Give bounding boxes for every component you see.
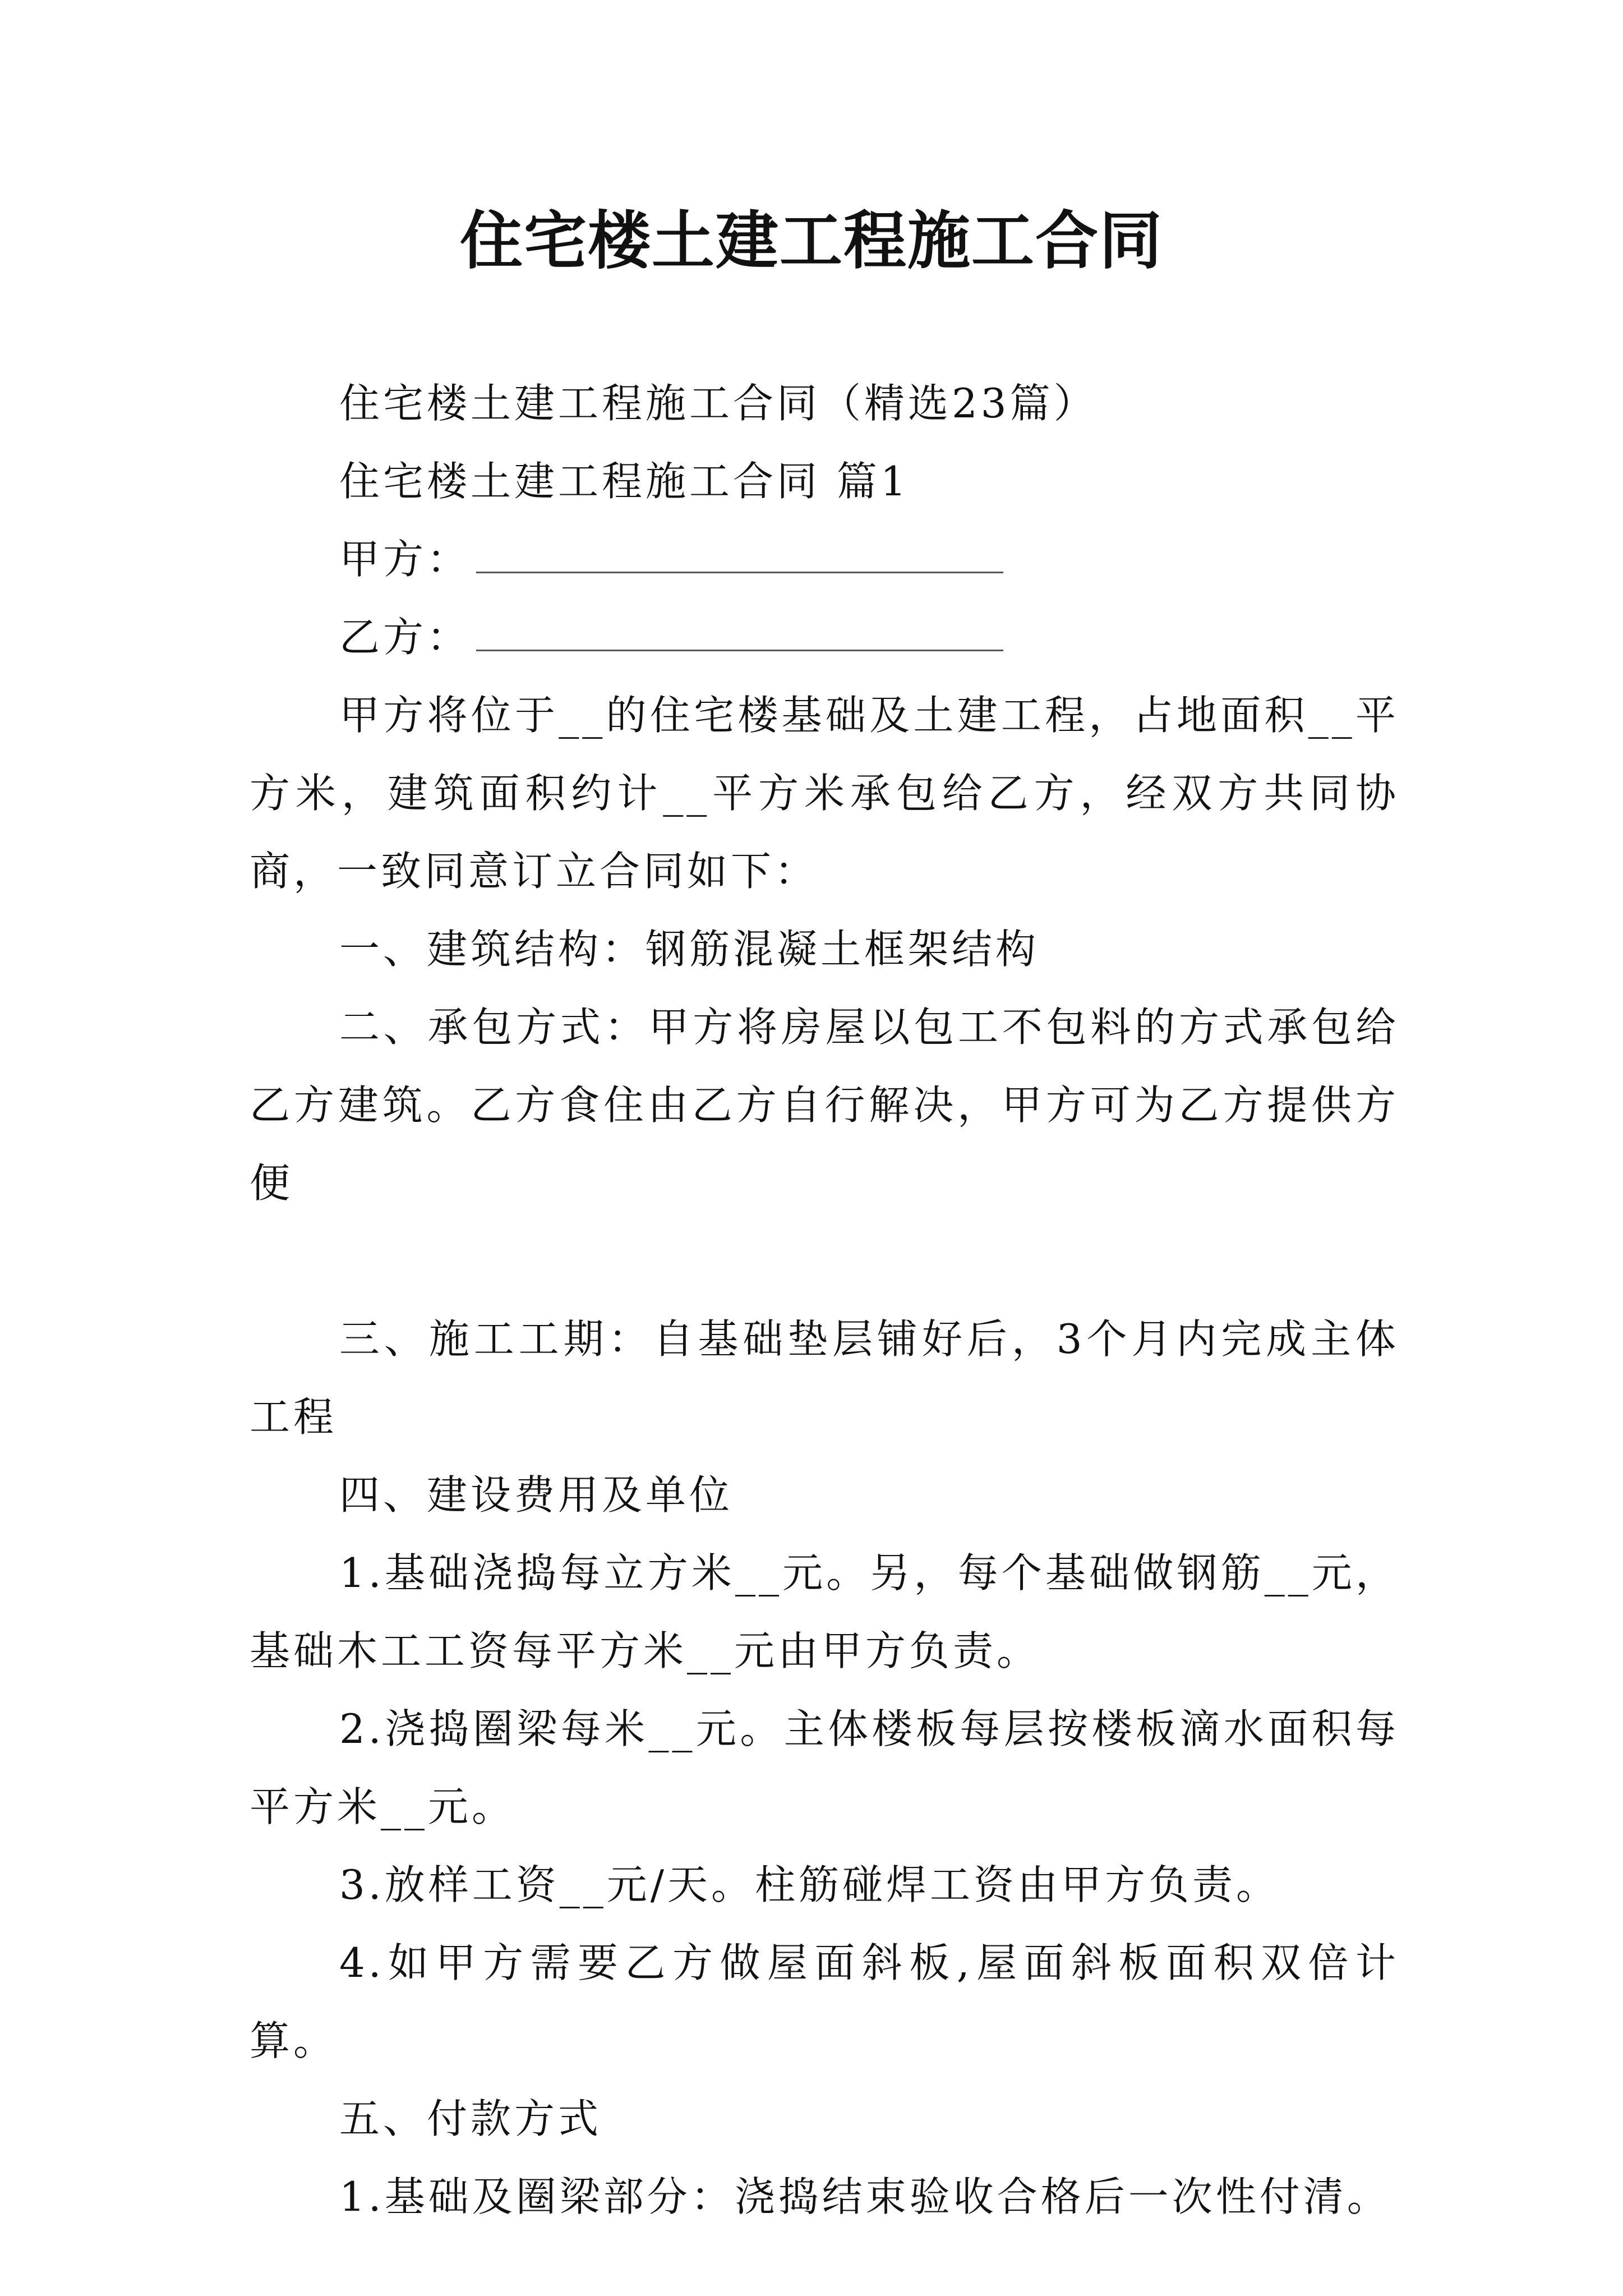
- paragraph-cost-3: 3.放样工资__元/天。柱筋碰焊工资由甲方负责。: [339, 1861, 1280, 1908]
- document-body: [250, 365, 1399, 2236]
- paragraph-payment-1: 1.基础及圈梁部分：浇捣结束验收合格后一次性付清。: [339, 2173, 1391, 2220]
- party-b-label: 乙方：: [339, 614, 471, 661]
- party-a-blank: [476, 538, 1003, 573]
- paragraph-cost-1: 1.基础浇捣每立方米__元。另，每个基础做钢筋__元，基础木工工资每平方米__元由甲方负责。: [250, 1549, 1399, 1674]
- paragraph-structure: 一、建筑结构：钢筋混凝土框架结构: [339, 926, 1040, 973]
- paragraph-contract-method: 二、承包方式：甲方将房屋以包工不包料的方式承包给乙方建筑。乙方食住由乙方自行解决，甲方可为乙方提供方便: [250, 1004, 1399, 1207]
- document-subtitle: 住宅楼土建工程施工合同（精选23篇）: [339, 380, 1098, 427]
- party-a-line: [250, 521, 1399, 599]
- paragraph-payment-heading: 五、付款方式: [339, 2095, 602, 2142]
- document-title: 住宅楼土建工程施工合同: [460, 204, 1163, 278]
- party-b-blank: [476, 616, 1003, 651]
- paragraph-cost-2: 2.浇捣圈梁每米__元。主体楼板每层按楼板滴水面积每平方米__元。: [250, 1705, 1399, 1830]
- paragraph-costs-heading: 四、建设费用及单位: [339, 1471, 734, 1519]
- section-heading: 住宅楼土建工程施工合同 篇1: [339, 458, 910, 505]
- paragraph-cost-4: 4.如甲方需要乙方做屋面斜板,屋面斜板面积双倍计算。: [250, 1939, 1399, 2064]
- paragraph-schedule: 三、施工工期：自基础垫层铺好后，3个月内完成主体工程: [250, 1315, 1399, 1441]
- paragraph-intro: 甲方将位于__的住宅楼基础及土建工程，占地面积__平方米，建筑面积约计__平方米承包给乙方，经双方共同协商，一致同意订立合同如下：: [250, 692, 1399, 895]
- party-a-label: 甲方：: [339, 536, 471, 583]
- party-b-line: [250, 599, 1399, 677]
